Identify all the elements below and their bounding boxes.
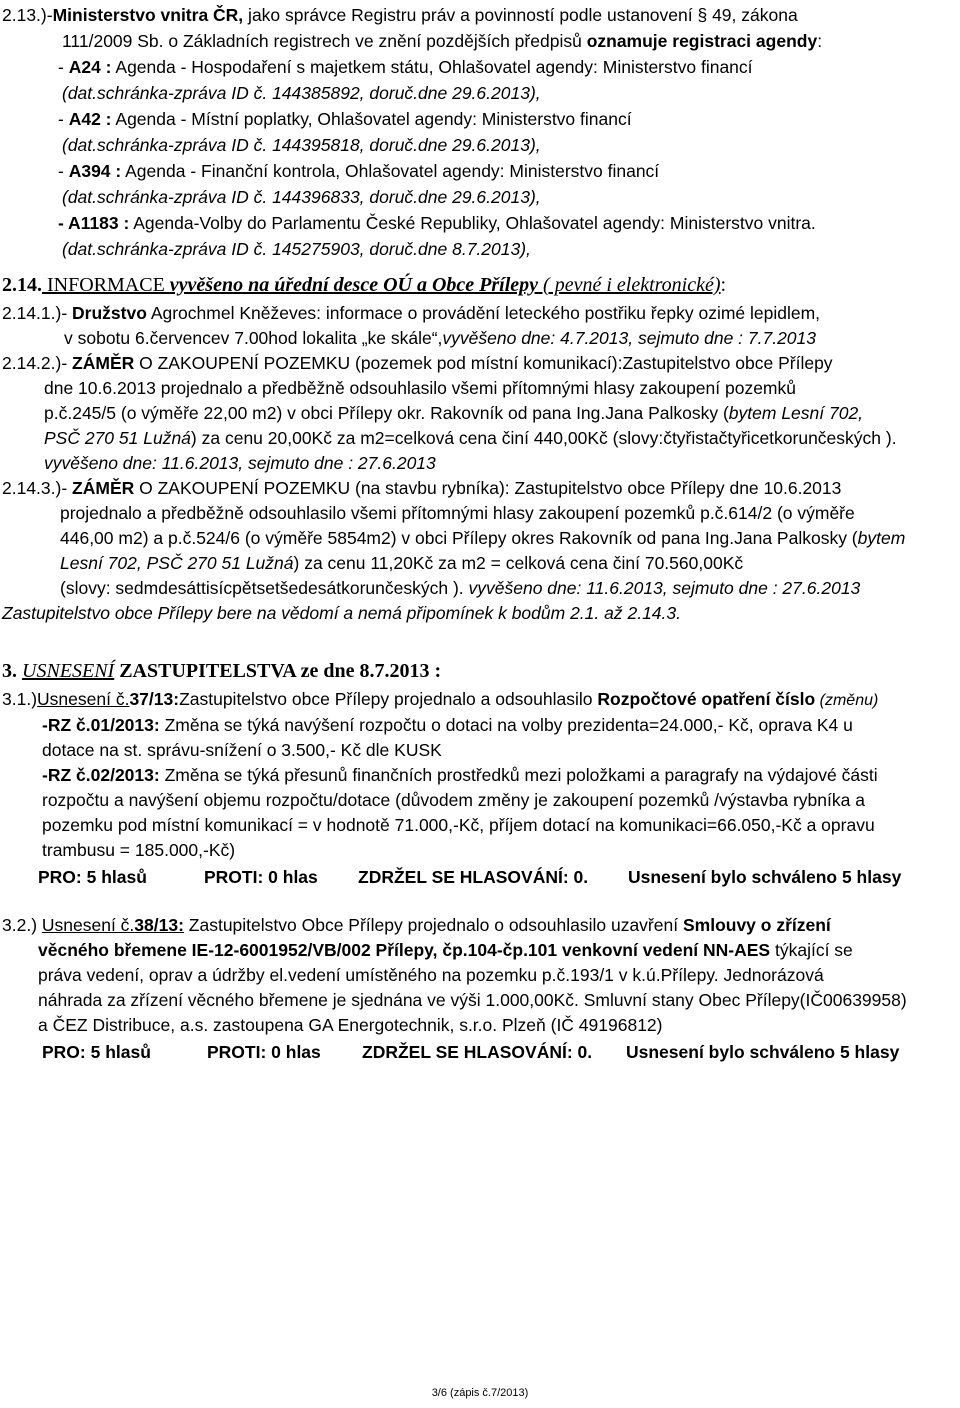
s213-agenda-a24: - A24 : Agenda - Hospodaření s majetkem státu, Ohlašovatel agendy: Ministerstvo financí [58,57,753,77]
s214-item-3-line-3: 446,00 m2) a p.č.524/6 (o výměře 5854m2) v obci Přílepy okres Rakovník od pana Ing.Jana Palkosky (bytem [60,528,906,548]
s3-rz01: -RZ č.01/2013: Změna se týká navýšení rozpočtu o dotaci na volby prezidenta=24.000,- Kč, oprava K4 u [42,715,853,735]
s3-resolution-37: 3.1.)Usnesení č.37/13:Zastupitelstvo obce Přílepy projednalo a odsouhlasilo Rozpočtové opatření číslo (změnu) [2,689,879,709]
s214-item-3: 2.14.3.)- ZÁMĚR O ZAKOUPENÍ POZEMKU (na stavbu rybníka): Zastupitelstvo obce Přílepy dne 10.6.2013 [2,478,842,498]
s213-agenda-a1183: - A1183 : Agenda-Volby do Parlamentu České Republiky, Ohlašovatel agendy: Ministerstvo vnitra. [58,213,816,233]
s3-rz02-line-3: pozemku pod místní komunikací = v hodnotě 71.000,-Kč, příjem dotací na komunikaci=66.050,-Kč a opravu [42,815,875,835]
s3-resolution-38-line-3: práva vedení, oprav a údržby el.vedení umístěného na pozemku p.č.193/1 v k.ú.Přílepy. Jednorázová [38,965,824,985]
s214-item-2-line-2: dne 10.6.2013 projednalo a předběžně odsouhlasilo všemi přítomnými hlasy zakoupení pozemků [44,378,796,398]
s3-vote-1-abstain: ZDRŽEL SE HLASOVÁNÍ: 0. [358,867,589,887]
s213-a24-ref: (dat.schránka-zpráva ID č. 144385892, doruč.dne 29.6.2013), [62,83,541,103]
s3-vote-2-for: PRO: 5 hlasů [42,1042,151,1062]
s213-a1183-ref: (dat.schránka-zpráva ID č. 145275903, doruč.dne 8.7.2013), [62,239,531,259]
s213-a394-ref: (dat.schránka-zpráva ID č. 144396833, doruč.dne 29.6.2013), [62,187,541,207]
s3-resolution-38-line-4: náhrada za zřízení věcného břemene je sjednána ve výši 1.000,00Kč. Smluvní stany Obec Přílepy(IČ00639958) [38,990,907,1010]
s3-vote-1-against: PROTI: 0 hlas [204,867,318,887]
s214-item-1: 2.14.1.)- Družstvo Agrochmel Kněževes: informace o provádění leteckého postřiku řepky ozimé lepidlem, [2,303,821,323]
s214-item-2-line-3: p.č.245/5 (o výměře 22,00 m2) v obci Přílepy okr. Rakovník od pana Ing.Jana Palkosky (bytem Lesní 702, [44,403,864,423]
s214-item-3-line-4: Lesní 702, PSČ 270 51 Lužná) za cenu 11,20Kč za m2 = celková cena činí 70.560,00Kč [60,553,744,573]
s213-line-1: 2.13.)-Ministerstvo vnitra ČR, jako správce Registru práv a povinností podle ustanovení § 49, zákona [2,5,798,25]
s3-resolution-38-line-5: a ČEZ Distribuce, a.s. zastoupena GA Energotechnik, s.r.o. Plzeň (IČ 49196812) [38,1015,663,1035]
s3-rz02-line-2: rozpočtu a navýšení objemu rozpočtu/dotace (důvodem změny je zakoupení pozemků /výstavba rybníka a [42,790,865,810]
s214-heading: 2.14. INFORMACE vyvěšeno na úřední desce OÚ a Obce Přílepy ( pevné i elektronické): [2,274,727,296]
s3-vote-2-against: PROTI: 0 hlas [207,1042,321,1062]
s214-item-2: 2.14.2.)- ZÁMĚR O ZAKOUPENÍ POZEMKU (pozemek pod místní komunikací):Zastupitelstvo obce Přílepy [2,353,833,373]
s213-agenda-a42: - A42 : Agenda - Místní poplatky, Ohlašovatel agendy: Ministerstvo financí [58,109,632,129]
s214-item-1-cont: v sobotu 6.červencev 7.00hod lokalita „ke skále“,vyvěšeno dne: 4.7.2013, sejmuto dne : 7.7.2013 [64,328,817,348]
s3-heading: 3. USNESENÍ ZASTUPITELSTVA ze dne 8.7.2013 : [2,660,442,682]
s214-item-2-line-4: PSČ 270 51 Lužná) za cenu 20,00Kč za m2=celková cena činí 440,00Kč (slovy:čtyřistačtyřicetkorunčeských ). [44,428,897,448]
s213-a42-ref: (dat.schránka-zpráva ID č. 144395818, doruč.dne 29.6.2013), [62,135,541,155]
s214-item-2-posted: vyvěšeno dne: 11.6.2013, sejmuto dne : 27.6.2013 [44,453,436,473]
s214-closing-note: Zastupitelstvo obce Přílepy bere na vědomí a nemá připomínek k bodům 2.1. až 2.14.3. [2,603,681,623]
s3-vote-2-result: Usnesení bylo schváleno 5 hlasy [626,1042,900,1062]
s3-rz01-cont: dotace na st. správu-snížení o 3.500,- Kč dle KUSK [42,740,442,760]
s3-vote-2-abstain: ZDRŽEL SE HLASOVÁNÍ: 0. [362,1042,593,1062]
page-footer: 3/6 (zápis č.7/2013) [431,1387,529,1399]
s213-line-2: 111/2009 Sb. o Základních registrech ve znění pozdějších předpisů oznamuje registraci agendy: [62,31,823,51]
s3-vote-1-for: PRO: 5 hlasů [38,867,147,887]
s3-vote-1-result: Usnesení bylo schváleno 5 hlasy [628,867,902,887]
s3-rz02-line-4: trambusu = 185.000,-Kč) [42,840,236,860]
s214-item-3-line-2: projednalo a předběžně odsouhlasilo všemi přítomnými hlasy zakoupení pozemků p.č.614/2 (o výměře [60,503,855,523]
s3-resolution-38-line-2: věcného břemene IE-12-6001952/VB/002 Přílepy, čp.104-čp.101 venkovní vedení NN-AES týkající se [38,940,853,960]
s214-item-3-line-5: (slovy: sedmdesáttisícpětsetšedesátkorunčeských ). vyvěšeno dne: 11.6.2013, sejmuto dne : 27.6.2013 [60,578,861,598]
s3-resolution-38: 3.2.) Usnesení č.38/13: Zastupitelstvo Obce Přílepy projednalo o odsouhlasilo uzavření Smlouvy o zřízení [2,915,831,935]
s3-rz02: -RZ č.02/2013: Změna se týká přesunů finančních prostředků mezi položkami a paragrafy na výdajové části [42,765,878,785]
s213-agenda-a394: - A394 : Agenda - Finanční kontrola, Ohlašovatel agendy: Ministerstvo financí [58,161,660,181]
